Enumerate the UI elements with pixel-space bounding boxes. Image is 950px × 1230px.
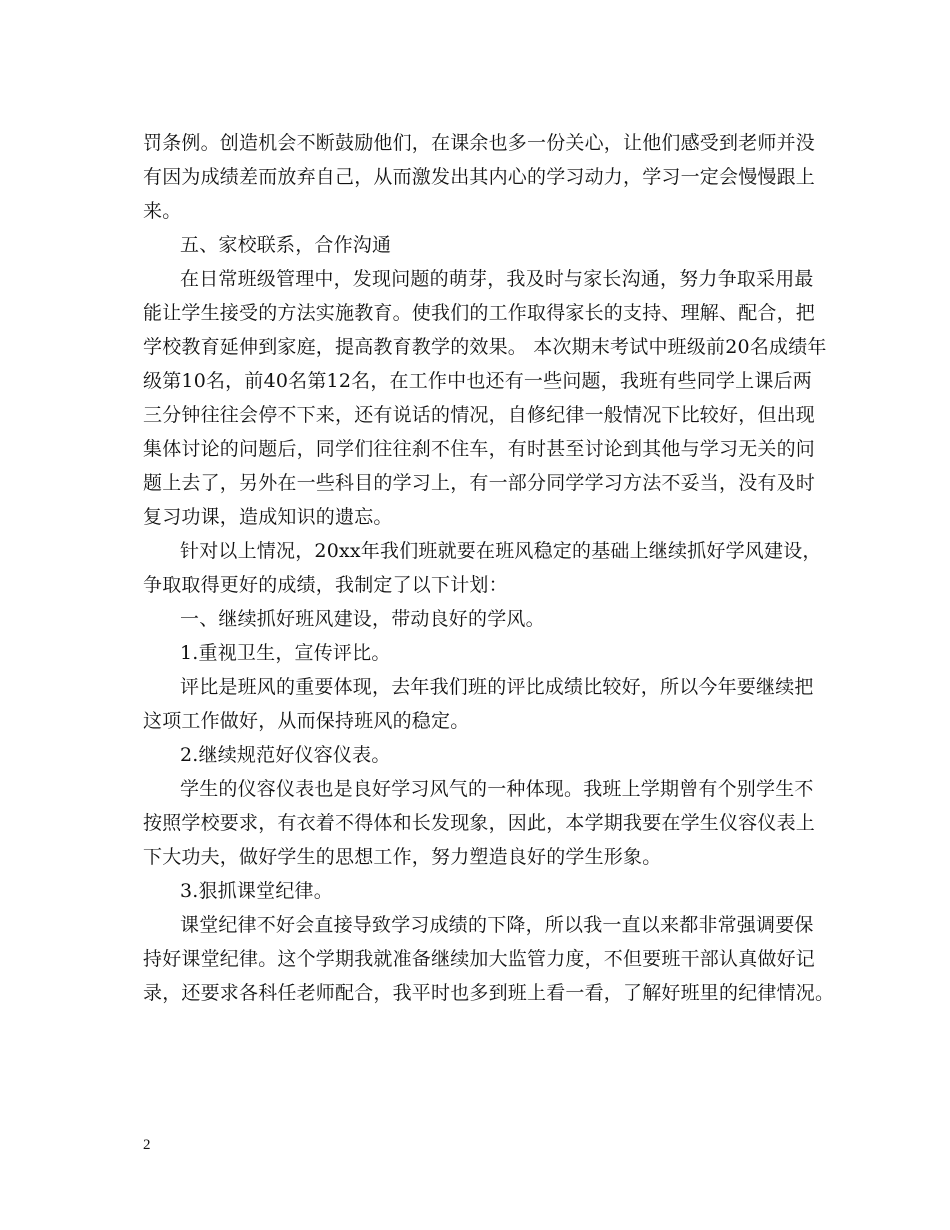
text-line: 按照学校要求，有衣着不得体和长发现象，因此，本学期我要在学生仪容仪表上: [143, 812, 816, 834]
text-line: 下大功夫，做好学生的思想工作，努力塑造良好的学生形象。: [143, 846, 662, 868]
text-line: 课堂纪律不好会直接导致学习成绩的下降，所以我一直以来都非常强调要保: [180, 914, 814, 936]
text-line: 罚条例。创造机会不断鼓励他们，在课余也多一份关心，让他们感受到老师并没: [143, 132, 816, 154]
text-line: 集体讨论的问题后，同学们往往刹不住车，有时甚至讨论到其他与学习无关的问: [143, 438, 816, 460]
text-line: 来。: [143, 200, 182, 222]
text-line: 在日常班级管理中，发现问题的萌芽，我及时与家长沟通，努力争取采用最: [180, 268, 814, 290]
text-line: 这项工作做好，从而保持班风的稳定。: [143, 710, 470, 732]
text-line: 持好课堂纪律。这个学期我就准备继续加大监管力度，不但要班干部认真做好记: [143, 948, 816, 970]
page-number: 2: [143, 1137, 151, 1153]
section-heading: 一、继续抓好班风建设，带动良好的学风。: [180, 608, 545, 630]
text-line: 复习功课，造成知识的遗忘。: [143, 506, 393, 528]
text-line: 三分钟往往会停不下来，还有说话的情况，自修纪律一般情况下比较好，但出现: [143, 404, 816, 426]
subsection-heading: 1.重视卫生，宣传评比。: [180, 642, 391, 664]
text-line: 能让学生接受的方法实施教育。使我们的工作取得家长的支持、理解、配合，把: [143, 302, 816, 324]
text-line: 评比是班风的重要体现，去年我们班的评比成绩比较好，所以今年要继续把: [180, 676, 814, 698]
text-line: 争取取得更好的成绩，我制定了以下计划：: [143, 574, 508, 596]
body-text: [143, 126, 835, 1010]
text-line: 级第10名，前40名第12名，在工作中也还有一些问题，我班有些同学上课后两: [143, 370, 812, 392]
subsection-heading: 3.狠抓课堂纪律。: [180, 880, 333, 902]
section-heading: 五、家校联系，合作沟通: [180, 234, 392, 256]
text-line: 录，还要求各科任老师配合，我平时也多到班上看一看，了解好班里的纪律情况。: [143, 982, 835, 1004]
text-line: 针对以上情况，20xx年我们班就要在班风稳定的基础上继续抓好学风建设，: [180, 540, 822, 562]
text-line: 有因为成绩差而放弃自己，从而激发出其内心的学习动力，学习一定会慢慢跟上: [143, 166, 816, 188]
text-line: 学生的仪容仪表也是良好学习风气的一种体现。我班上学期曾有个别学生不: [180, 778, 814, 800]
text-line: 题上去了，另外在一些科目的学习上，有一部分同学学习方法不妥当，没有及时: [143, 472, 816, 494]
subsection-heading: 2.继续规范好仪容仪表。: [180, 744, 391, 766]
text-line: 学校教育延伸到家庭，提高教育教学的效果。 本次期末考试中班级前20名成绩年: [143, 336, 827, 358]
